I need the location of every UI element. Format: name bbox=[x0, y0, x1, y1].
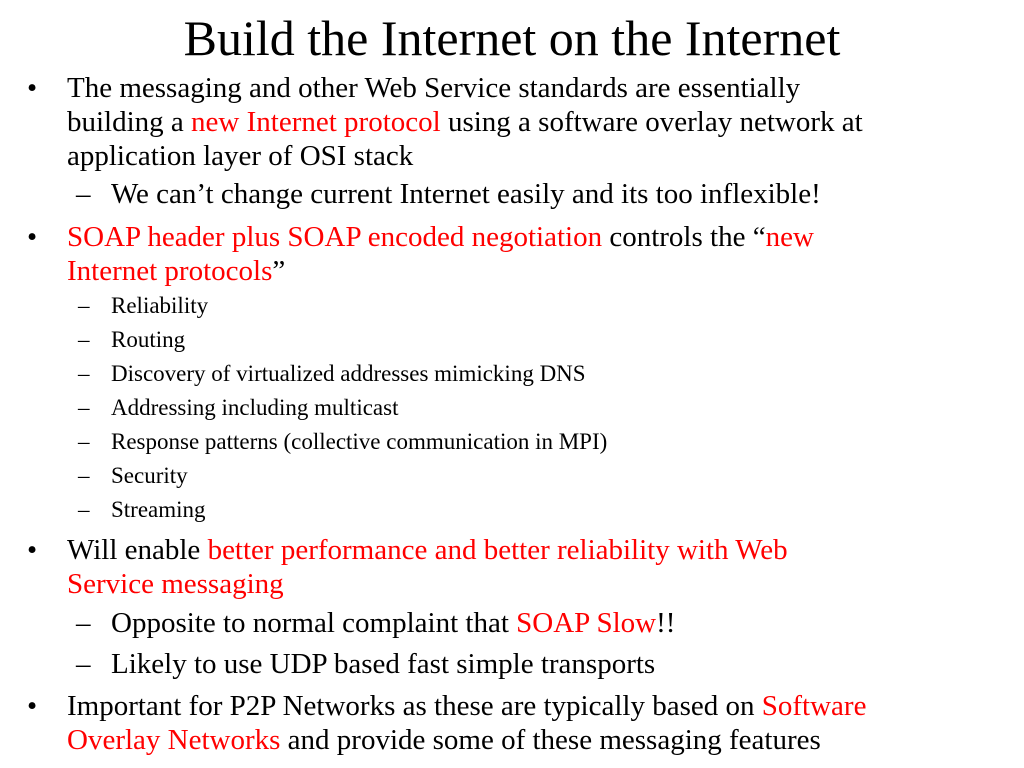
slide-title: Build the Internet on the Internet bbox=[183, 10, 841, 66]
sub-bullet-text: Security bbox=[111, 463, 188, 488]
highlight-text: new Internet protocol bbox=[191, 106, 441, 138]
highlight-text: Software bbox=[761, 690, 867, 722]
sub-bullet-text: Response patterns (collective communication in MPI) bbox=[111, 429, 608, 454]
dash-marker: – bbox=[76, 178, 91, 210]
sub-bullet-3-2 bbox=[76, 647, 656, 681]
sub-bullet-2-1 bbox=[78, 292, 209, 320]
highlight-text: new bbox=[765, 221, 814, 253]
dash-marker: – bbox=[78, 429, 90, 454]
sub-bullet-2-7 bbox=[78, 496, 206, 524]
sub-bullet-text: Reliability bbox=[111, 293, 209, 318]
dash-marker: – bbox=[78, 463, 90, 488]
bullet-marker: • bbox=[27, 690, 38, 722]
highlight-text: Internet protocols bbox=[67, 255, 273, 287]
sub-bullet-2-4 bbox=[78, 394, 399, 422]
sub-bullet-text: Routing bbox=[111, 327, 186, 352]
dash-marker: – bbox=[78, 293, 90, 318]
highlight-text: SOAP header plus SOAP encoded negotiation bbox=[67, 221, 603, 253]
sub-bullet-2-5 bbox=[78, 428, 608, 456]
dash-marker: – bbox=[78, 395, 90, 420]
sub-bullet-text: Discovery of virtualized addresses mimicking DNS bbox=[111, 361, 586, 386]
bullet-text: controls the “ bbox=[602, 221, 766, 253]
bullet-1-line-3 bbox=[67, 139, 413, 173]
dash-marker: – bbox=[78, 361, 90, 386]
bullet-2-line-1 bbox=[27, 220, 814, 254]
bullet-text: ” bbox=[272, 255, 286, 287]
sub-bullet-3-1 bbox=[76, 606, 676, 640]
dash-marker: – bbox=[76, 607, 91, 639]
dash-marker: – bbox=[76, 648, 91, 680]
highlight-text: Service messaging bbox=[67, 568, 284, 600]
sub-bullet-2-3 bbox=[78, 360, 586, 388]
sub-bullet-text: Streaming bbox=[111, 497, 206, 522]
bullet-1-line-2 bbox=[67, 105, 863, 139]
bullet-3-line-1 bbox=[27, 533, 788, 567]
bullet-4-line-1 bbox=[27, 689, 867, 723]
bullet-text: Will enable bbox=[67, 534, 208, 566]
sub-bullet-2-6 bbox=[78, 462, 188, 490]
highlight-text: Overlay Networks bbox=[67, 724, 281, 756]
bullet-text: using a software overlay network at bbox=[440, 106, 863, 138]
bullet-2-line-2 bbox=[67, 254, 285, 288]
bullet-text: Important for P2P Networks as these are typically based on bbox=[67, 690, 762, 722]
sub-bullet-2-2 bbox=[78, 326, 186, 354]
sub-bullet-1-1 bbox=[76, 177, 821, 211]
sub-bullet-text: Likely to use UDP based fast simple transports bbox=[111, 648, 656, 680]
highlight-text: better performance and better reliability with Web bbox=[207, 534, 788, 566]
highlight-text: SOAP Slow bbox=[516, 607, 657, 639]
bullet-text: application layer of OSI stack bbox=[67, 140, 414, 172]
bullet-text: The messaging and other Web Service standards are essentially bbox=[67, 72, 801, 104]
dash-marker: – bbox=[78, 327, 90, 352]
sub-bullet-text: Opposite to normal complaint that bbox=[111, 607, 517, 639]
bullet-3-line-2 bbox=[67, 567, 284, 601]
bullet-marker: • bbox=[27, 221, 38, 253]
dash-marker: – bbox=[78, 497, 90, 522]
bullet-4-line-2 bbox=[67, 723, 821, 757]
bullet-text: building a bbox=[67, 106, 192, 138]
sub-bullet-text: We can’t change current Internet easily and its too inflexible! bbox=[111, 178, 821, 210]
sub-bullet-text: !! bbox=[656, 607, 676, 639]
bullet-text: and provide some of these messaging features bbox=[280, 724, 821, 756]
sub-bullet-text: Addressing including multicast bbox=[111, 395, 399, 420]
bullet-marker: • bbox=[27, 534, 38, 566]
bullet-1-line-1 bbox=[27, 71, 801, 105]
bullet-marker: • bbox=[27, 72, 38, 104]
